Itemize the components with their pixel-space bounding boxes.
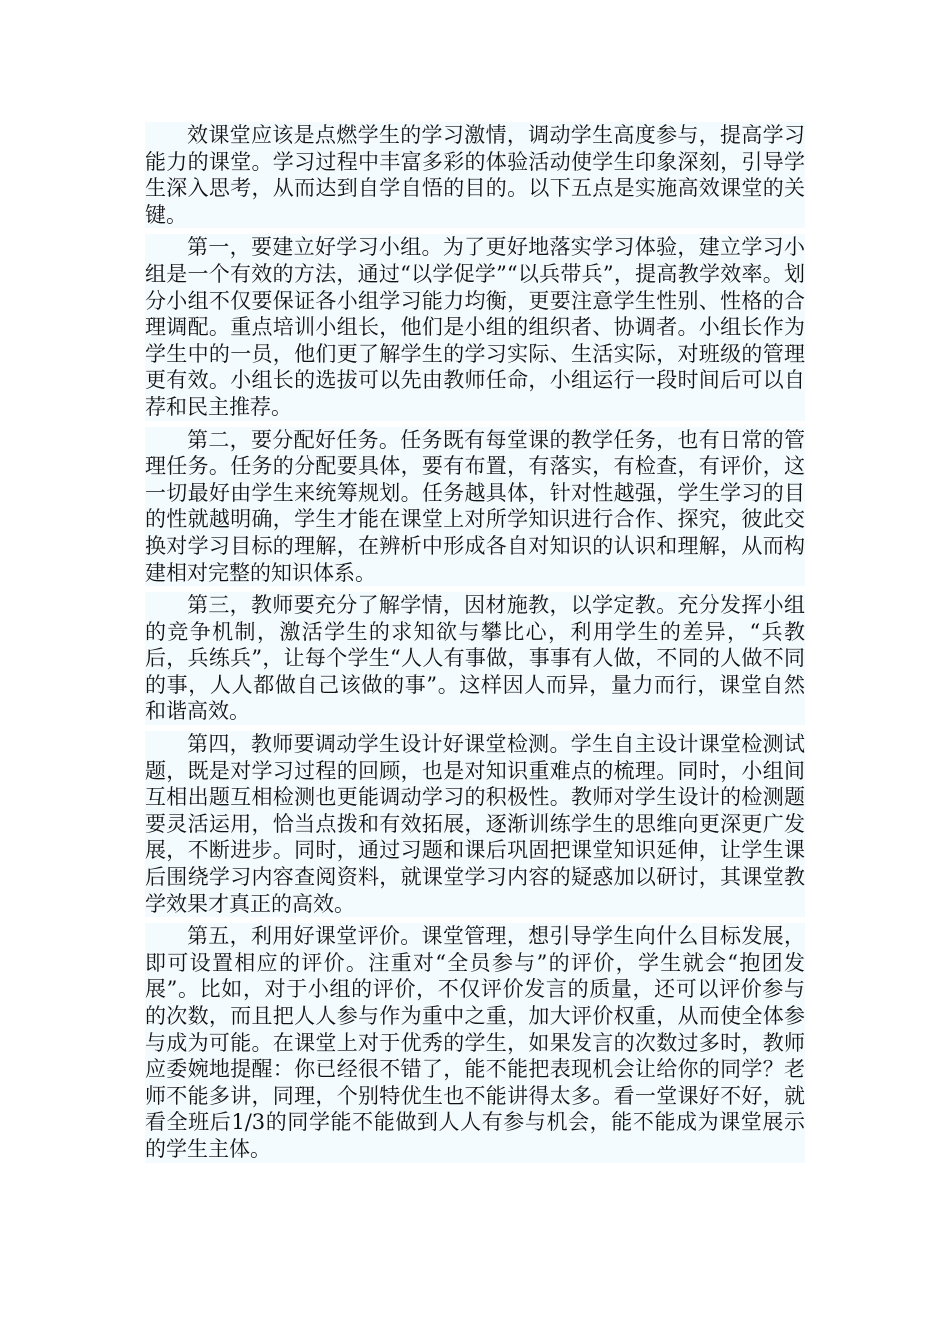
paragraph-point-2: 第二，要分配好任务。任务既有每堂课的教学任务，也有日常的管理任务。任务的分配要具体，要有布置，有落实，有检查，有评价，这一切最好由学生来统筹规划。任务越具体，针对性越强，学生学习的目的性就越明确，学生才能在课堂上对所学知识进行合作、探究，彼此交换对学习目标的理解，在辨析中形成各自对知识的认识和理解，从而构建相对完整的知识体系。 bbox=[145, 427, 805, 585]
article-body bbox=[145, 122, 805, 1169]
paragraph-point-4: 第四，教师要调动学生设计好课堂检测。学生自主设计课堂检测试题，既是对学习过程的回顾，也是对知识重难点的梳理。同时，小组间互相出题互相检测也更能调动学习的积极性。教师对学生设计的检测题要灵活运用，恰当点拨和有效拓展，逐渐训练学生的思维向更深更广发展，不断进步。同时，通过习题和课后巩固把课堂知识延伸，让学生课后围绕学习内容查阅资料，就课堂学习内容的疑惑加以研讨，其课堂教学效果才真正的高效。 bbox=[145, 732, 805, 916]
paragraph-intro: 效课堂应该是点燃学生的学习激情，调动学生高度参与，提高学习能力的课堂。学习过程中丰富多彩的体验活动使学生印象深刻，引导学生深入思考，从而达到自学自悟的目的。以下五点是实施高效课堂的关键。 bbox=[145, 123, 805, 227]
paragraph-point-1: 第一，要建立好学习小组。为了更好地落实学习体验，建立学习小组是一个有效的方法，通过“以学促学”“以兵带兵”，提高教学效率。划分小组不仅要保证各小组学习能力均衡，更要注意学生性别、性格的合理调配。重点培训小组长，他们是小组的组织者、协调者。小组长作为学生中的一员，他们更了解学生的学习实际、生活实际，对班级的管理更有效。小组长的选拔可以先由教师任命，小组运行一段时间后可以自荐和民主推荐。 bbox=[145, 235, 805, 419]
paragraph-point-5: 第五，利用好课堂评价。课堂管理，想引导学生向什么目标发展，即可设置相应的评价。注重对“全员参与”的评价，学生就会“抱团发展”。比如，对于小组的评价，不仅评价发言的质量，还可以评价参与的次数，而且把人人参与作为重中之重，加大评价权重，从而使全体参与成为可能。在课堂上对于优秀的学生，如果发言的次数过多时，教师应委婉地提醒：你已经很不错了，能不能把表现机会让给你的同学？老师不能多讲，同理，个别特优生也不能讲得太多。看一堂课好不好，就看全班后1/3的同学能不能做到人人有参与机会，能不能成为课堂展示的学生主体。 bbox=[145, 924, 805, 1161]
paragraph-point-3: 第三，教师要充分了解学情，因材施教，以学定教。充分发挥小组的竞争机制，激活学生的求知欲与攀比心，利用学生的差异，“兵教后，兵练兵”，让每个学生“人人有事做，事事有人做，不同的人做不同的事，人人都做自己该做的事”。这样因人而异，量力而行，课堂自然和谐高效。 bbox=[145, 593, 805, 724]
